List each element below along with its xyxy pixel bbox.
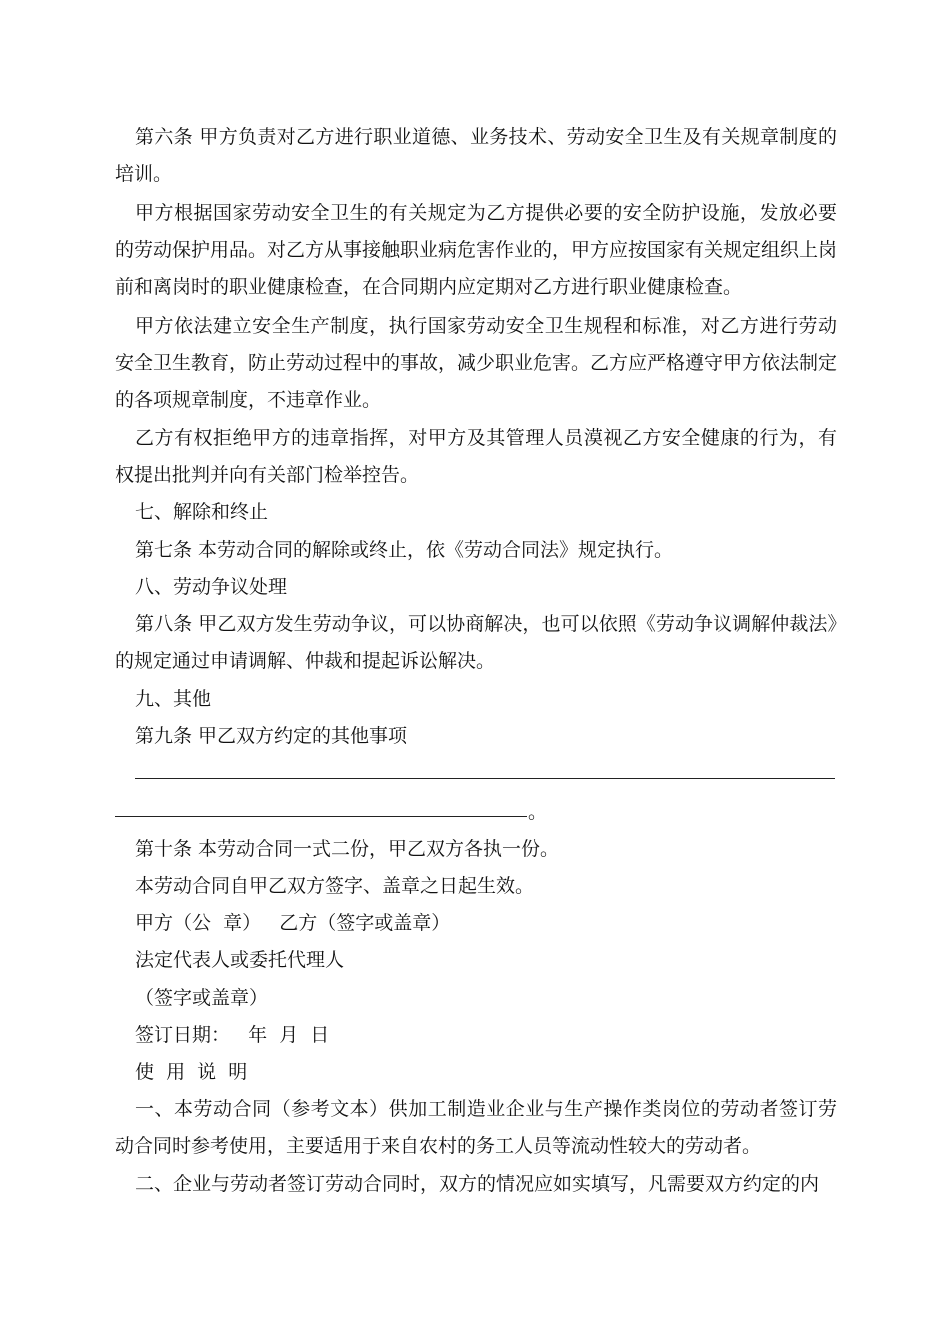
refuse-orders-paragraph: 乙方有权拒绝甲方的违章指挥，对甲方及其管理人员漠视乙方安全健康的行为，有权提出批判并向有关部门检举控告。	[115, 427, 837, 486]
safety-facilities-paragraph: 甲方根据国家劳动安全卫生的有关规定为乙方提供必要的安全防护设施，发放必要的劳动保护用品。对乙方从事接触职业病危害作业的，甲方应按国家有关规定组织上岗前和离岗时的职业健康检查，在合同期内应定期对乙方进行职业健康检查。	[115, 202, 838, 298]
signing-date-line: 签订日期： 年 月 日	[135, 1024, 330, 1046]
blank-line-period: 。	[528, 801, 548, 823]
article-6-paragraph: 第六条 甲方负责对乙方进行职业道德、业务技术、劳动安全卫生及有关规章制度的培训。	[115, 126, 837, 185]
article-7-text: 第七条 本劳动合同的解除或终止，依《劳动合同法》规定执行。	[135, 539, 674, 561]
parties-signature-line: 甲方（公 章） 乙方（签字或盖章）	[135, 912, 451, 934]
blank-line-1	[135, 778, 835, 779]
effective-date-text: 本劳动合同自甲乙双方签字、盖章之日起生效。	[135, 875, 535, 897]
safety-system-paragraph: 甲方依法建立安全生产制度，执行国家劳动安全卫生规程和标准，对乙方进行劳动安全卫生教育，防止劳动过程中的事故，减少职业危害。乙方应严格遵守甲方依法制定的各项规章制度，不违章作业。	[115, 315, 838, 411]
blank-line-2	[115, 816, 527, 817]
usage-item-2: 二、企业与劳动者签订劳动合同时，双方的情况应如实填写，凡需要双方约定的内	[135, 1173, 820, 1195]
section-8-heading: 八、劳动争议处理	[135, 576, 288, 598]
section-9-heading: 九、其他	[135, 688, 212, 710]
legal-representative-line: 法定代表人或委托代理人	[135, 949, 345, 971]
article-9-text: 第九条 甲乙双方约定的其他事项	[135, 725, 408, 747]
article-10-text: 第十条 本劳动合同一式二份，甲乙双方各执一份。	[135, 838, 560, 860]
sign-or-seal-line: （签字或盖章）	[135, 987, 269, 1009]
usage-item-1: 一、本劳动合同（参考文本）供加工制造业企业与生产操作类岗位的劳动者签订劳动合同时参考使用，主要适用于来自农村的务工人员等流动性较大的劳动者。	[115, 1098, 837, 1157]
article-8-paragraph: 第八条 甲乙双方发生劳动争议，可以协商解决，也可以依照《劳动争议调解仲裁法》的规定通过申请调解、仲裁和提起诉讼解决。	[115, 613, 837, 672]
section-7-heading: 七、解除和终止	[135, 501, 269, 523]
usage-instructions-title: 使 用 说 明	[135, 1061, 248, 1083]
